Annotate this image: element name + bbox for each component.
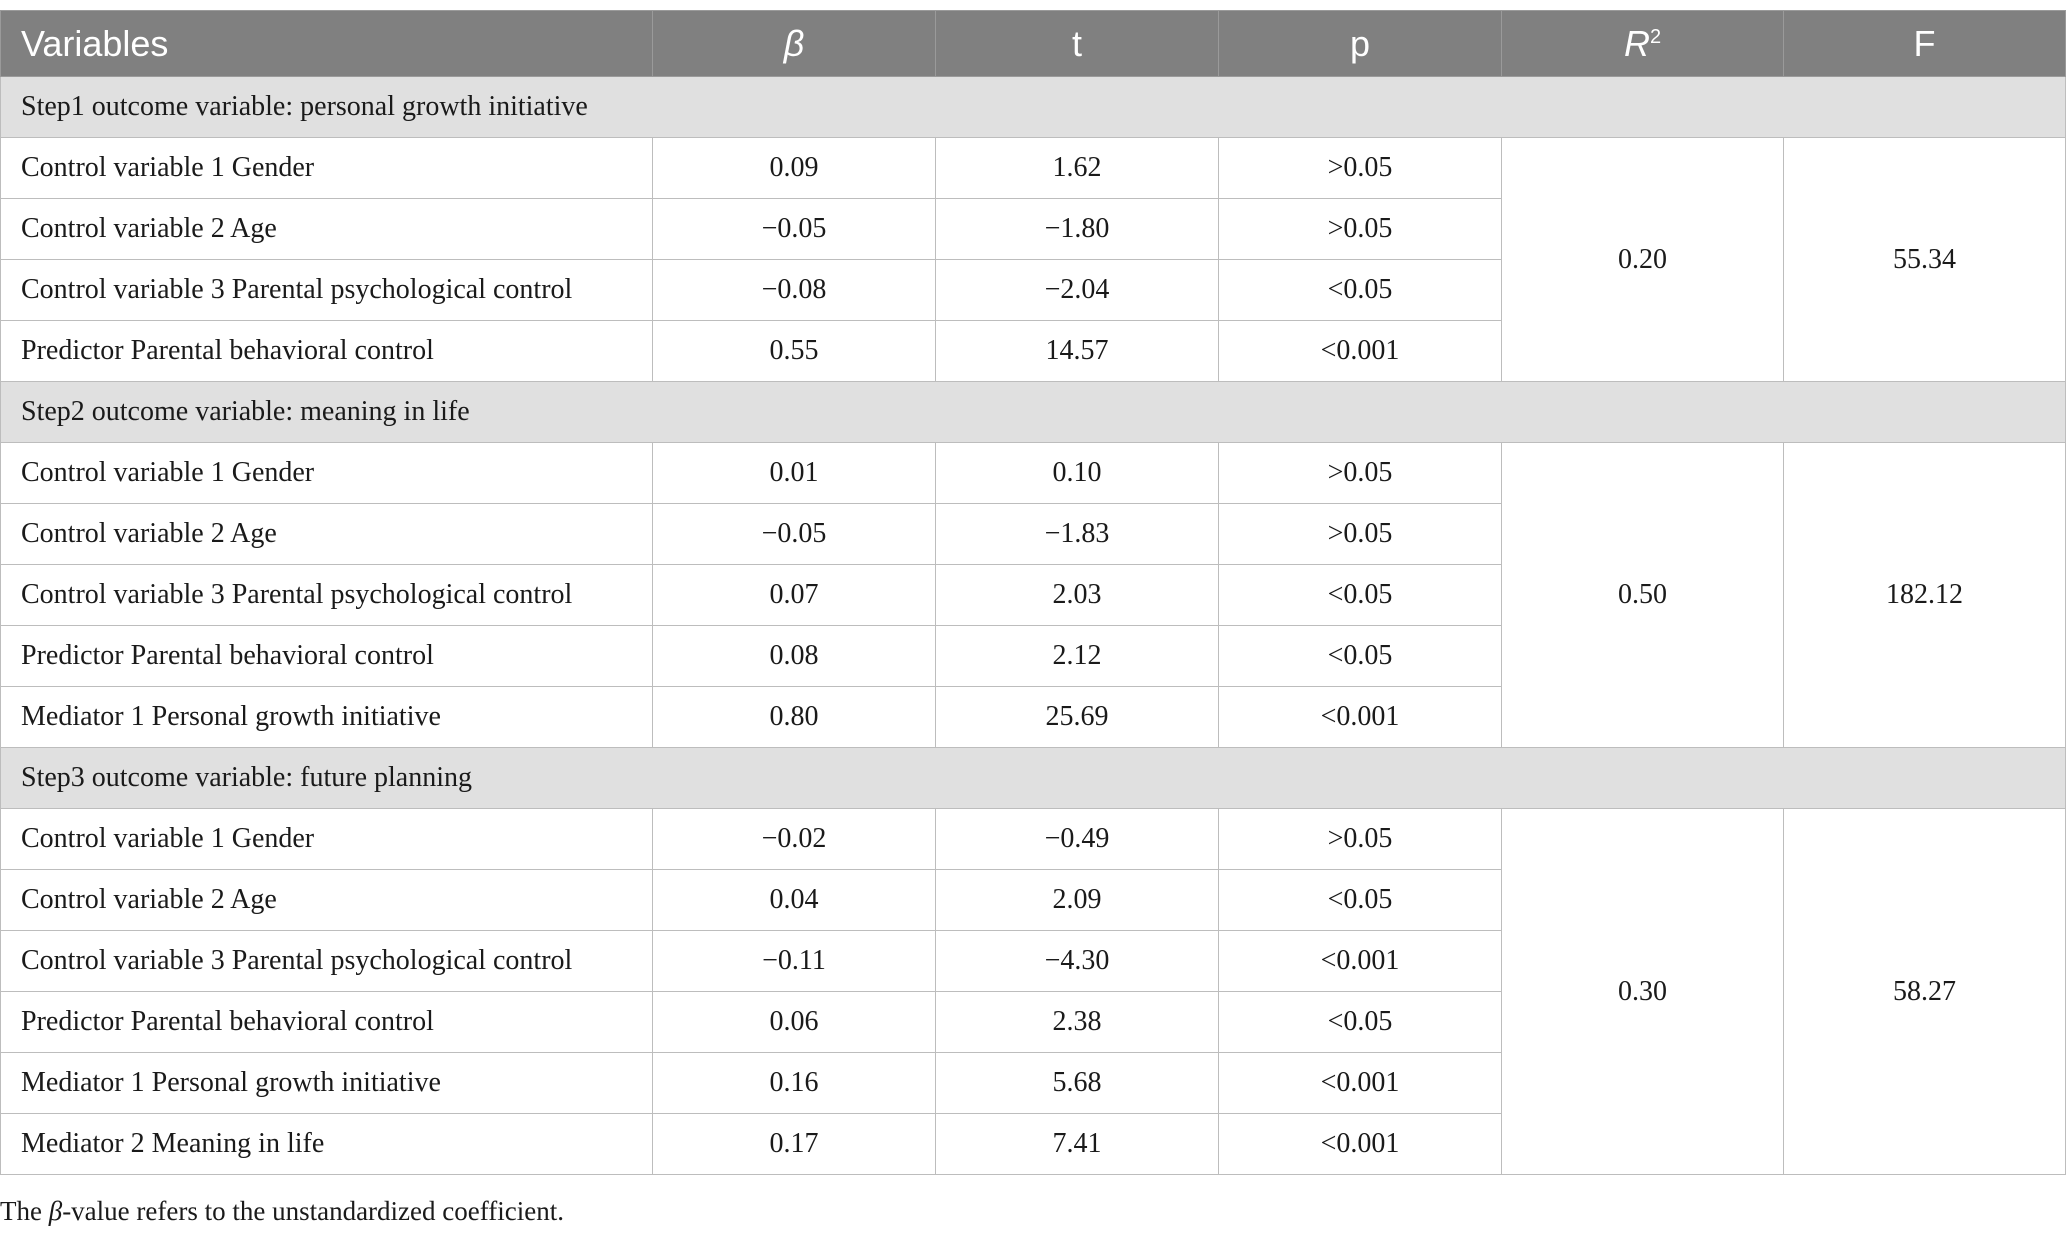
variable-cell: Mediator 1 Personal growth initiative (1, 1053, 653, 1114)
t-cell: 2.12 (936, 626, 1219, 687)
t-cell: 1.62 (936, 138, 1219, 199)
variable-cell: Control variable 2 Age (1, 199, 653, 260)
variable-cell: Control variable 3 Parental psychological control (1, 565, 653, 626)
beta-cell: 0.09 (653, 138, 936, 199)
variable-cell: Predictor Parental behavioral control (1, 626, 653, 687)
beta-cell: 0.06 (653, 992, 936, 1053)
step-header-row (1, 382, 2066, 443)
variable-cell: Mediator 1 Personal growth initiative (1, 687, 653, 748)
step-header-row (1, 748, 2066, 809)
p-cell: <0.001 (1219, 931, 1502, 992)
p-cell: <0.05 (1219, 870, 1502, 931)
beta-cell: 0.04 (653, 870, 936, 931)
variable-cell: Control variable 3 Parental psychological control (1, 260, 653, 321)
beta-cell: 0.07 (653, 565, 936, 626)
t-cell: 7.41 (936, 1114, 1219, 1175)
beta-cell: −0.08 (653, 260, 936, 321)
r-squared-cell: 0.30 (1502, 809, 1784, 1175)
r-squared-cell: 0.20 (1502, 138, 1784, 382)
header-row (1, 11, 2066, 77)
beta-cell: 0.55 (653, 321, 936, 382)
table-footnote (0, 1196, 564, 1227)
p-cell: <0.001 (1219, 687, 1502, 748)
t-cell: −4.30 (936, 931, 1219, 992)
p-cell: <0.05 (1219, 565, 1502, 626)
beta-cell: −0.05 (653, 199, 936, 260)
r-squared-cell: 0.50 (1502, 443, 1784, 748)
footnote-prefix: The (0, 1196, 49, 1226)
variable-cell: Control variable 1 Gender (1, 138, 653, 199)
header-p: p (1219, 11, 1502, 77)
t-cell: 5.68 (936, 1053, 1219, 1114)
variable-cell: Control variable 1 Gender (1, 443, 653, 504)
variable-cell: Predictor Parental behavioral control (1, 992, 653, 1053)
t-cell: 14.57 (936, 321, 1219, 382)
variable-cell: Control variable 2 Age (1, 870, 653, 931)
beta-cell: −0.11 (653, 931, 936, 992)
variable-cell: Predictor Parental behavioral control (1, 321, 653, 382)
header-t: t (936, 11, 1219, 77)
variable-cell: Control variable 2 Age (1, 504, 653, 565)
footnote-text: -value refers to the unstandardized coefficient. (62, 1196, 564, 1226)
p-cell: >0.05 (1219, 138, 1502, 199)
footnote-beta-symbol: β (48, 1196, 63, 1226)
t-cell: −1.83 (936, 504, 1219, 565)
regression-table-container (0, 10, 2065, 1175)
t-cell: 2.38 (936, 992, 1219, 1053)
p-cell: <0.001 (1219, 1114, 1502, 1175)
beta-cell: 0.16 (653, 1053, 936, 1114)
step-title: Step2 outcome variable: meaning in life (1, 382, 2066, 443)
p-cell: >0.05 (1219, 443, 1502, 504)
header-r2-base: R (1623, 22, 1650, 64)
header-r2-sup: 2 (1649, 25, 1662, 48)
t-cell: 25.69 (936, 687, 1219, 748)
variable-cell: Mediator 2 Meaning in life (1, 1114, 653, 1175)
header-beta: β (653, 11, 936, 77)
t-cell: −0.49 (936, 809, 1219, 870)
table-row (1, 443, 2066, 504)
t-cell: 2.03 (936, 565, 1219, 626)
beta-cell: 0.01 (653, 443, 936, 504)
p-cell: >0.05 (1219, 504, 1502, 565)
beta-cell: −0.05 (653, 504, 936, 565)
t-cell: 0.10 (936, 443, 1219, 504)
p-cell: >0.05 (1219, 809, 1502, 870)
table-row (1, 809, 2066, 870)
table-body (1, 77, 2066, 1175)
p-cell: <0.05 (1219, 992, 1502, 1053)
t-cell: −2.04 (936, 260, 1219, 321)
f-cell: 182.12 (1784, 443, 2066, 748)
t-cell: −1.80 (936, 199, 1219, 260)
header-variables: Variables (1, 11, 653, 77)
header-f: F (1784, 11, 2066, 77)
t-cell: 2.09 (936, 870, 1219, 931)
step-header-row (1, 77, 2066, 138)
beta-cell: 0.17 (653, 1114, 936, 1175)
beta-cell: −0.02 (653, 809, 936, 870)
p-cell: <0.05 (1219, 626, 1502, 687)
header-r-squared (1502, 11, 1784, 77)
p-cell: >0.05 (1219, 199, 1502, 260)
variable-cell: Control variable 1 Gender (1, 809, 653, 870)
p-cell: <0.05 (1219, 260, 1502, 321)
step-title: Step1 outcome variable: personal growth initiative (1, 77, 2066, 138)
p-cell: <0.001 (1219, 321, 1502, 382)
p-cell: <0.001 (1219, 1053, 1502, 1114)
f-cell: 58.27 (1784, 809, 2066, 1175)
f-cell: 55.34 (1784, 138, 2066, 382)
table-row (1, 138, 2066, 199)
beta-cell: 0.80 (653, 687, 936, 748)
variable-cell: Control variable 3 Parental psychological control (1, 931, 653, 992)
beta-cell: 0.08 (653, 626, 936, 687)
regression-table (0, 10, 2066, 1175)
step-title: Step3 outcome variable: future planning (1, 748, 2066, 809)
